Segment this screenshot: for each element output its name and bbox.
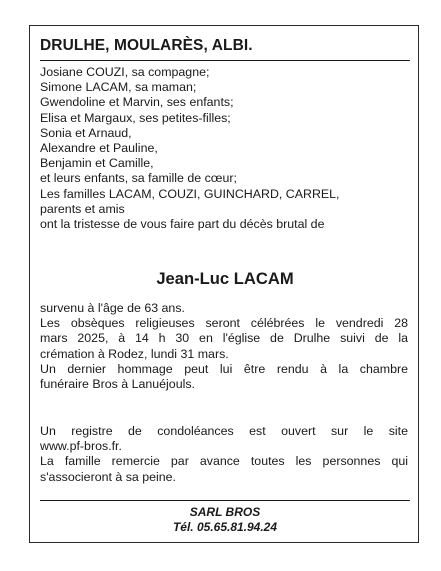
details-line: crémation à Rodez, lundi 31 mars. — [40, 346, 229, 361]
funeral-home-signature — [40, 505, 410, 535]
family-line: ont la tristesse de vous faire part du décès brutal de — [40, 217, 325, 232]
family-line: Elisa et Margaux, ses petites-filles; — [40, 110, 231, 125]
family-line: Sonia et Arnaud, — [40, 125, 132, 140]
company-phone: Tél. 05.65.81.94.24 — [172, 520, 278, 534]
details-line: mars 2025, à 14 h 30 en l'église de Drulhe suivi de la — [40, 331, 408, 346]
header-divider — [40, 60, 410, 61]
family-line: Gwendoline et Marvin, ses enfants; — [40, 95, 234, 110]
family-line: Simone LACAM, sa maman; — [40, 80, 197, 95]
registry-line: www.pf-bros.fr. — [40, 439, 122, 454]
deceased-name: Jean-Luc LACAM — [156, 269, 294, 288]
details-line: funéraire Bros à Lanuéjouls. — [40, 377, 195, 392]
registry-line: La famille remercie par avance toutes les personnes qui — [40, 454, 408, 469]
family-line: et leurs enfants, sa famille de cœur; — [40, 171, 237, 186]
family-line: Les familles LACAM, COUZI, GUINCHARD, CARREL, — [40, 186, 340, 201]
details-line: Les obsèques religieuses seront célébrées le vendredi 28 — [40, 316, 408, 331]
family-line: Alexandre et Pauline, — [40, 141, 158, 156]
notice-header: DRULHE, MOULARÈS, ALBI. — [40, 37, 253, 54]
family-line: Josiane COUZI, sa compagne; — [40, 65, 210, 79]
obituary-notice — [29, 25, 419, 543]
registry-line: s'associeront à sa peine. — [40, 469, 176, 484]
condolence-registry — [40, 424, 408, 485]
details-line: survenu à l'âge de 63 ans. — [40, 301, 185, 315]
details-line: Un dernier hommage peut lui être rendu à la chambre — [40, 361, 408, 376]
company-name: SARL BROS — [189, 505, 261, 519]
funeral-details — [40, 301, 408, 392]
registry-line: Un registre de condoléances est ouvert sur le site — [40, 424, 408, 438]
family-line: Benjamin et Camille, — [40, 156, 154, 171]
footer-divider — [40, 500, 410, 501]
family-list — [40, 65, 408, 232]
family-line: parents et amis — [40, 201, 125, 216]
